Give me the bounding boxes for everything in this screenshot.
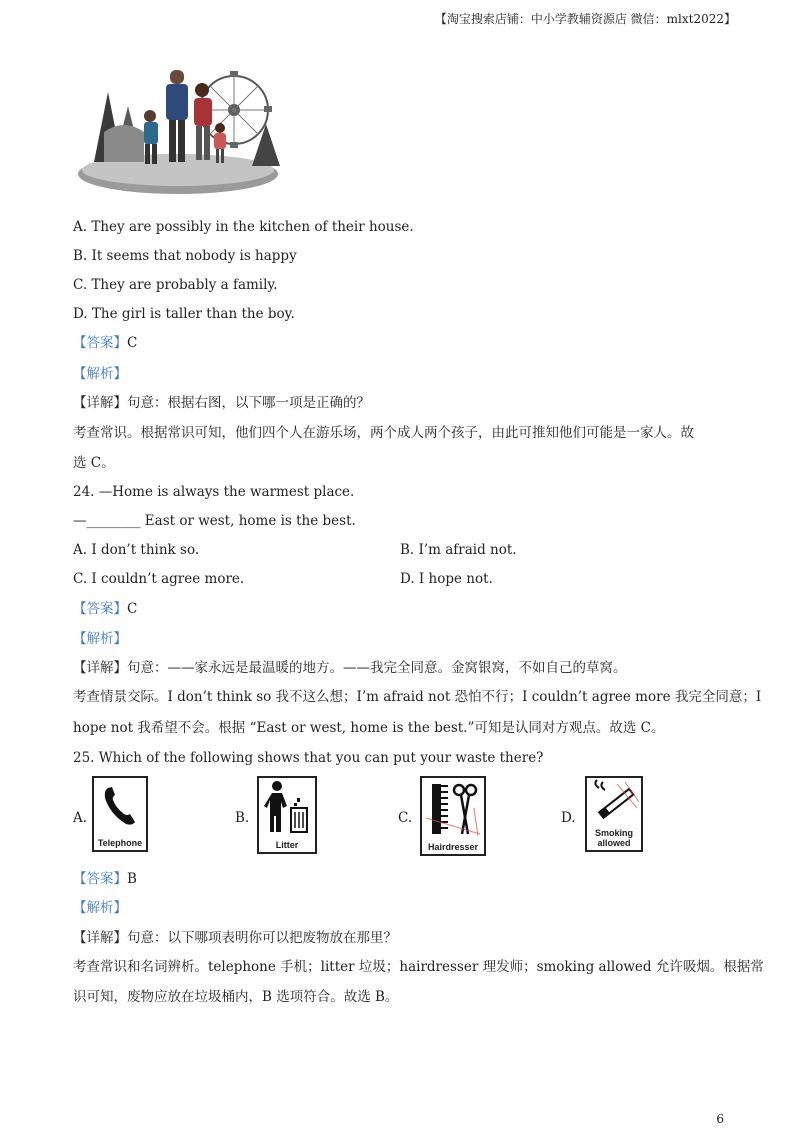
sign-label: Litter (275, 840, 299, 850)
sign-label: Telephone (97, 838, 143, 848)
q23-detail (73, 394, 370, 412)
smoking-allowed-sign (585, 776, 643, 852)
q25-stem: 25. Which of the following shows that you can put your waste there? (73, 750, 544, 766)
page-number: 6 (716, 1112, 724, 1126)
q23-explanation-line-1: 考查常识。根据常识可知，他们四个人在游乐场，两个成人两个孩子，由此可推知他们可能是一家人。故 (73, 425, 694, 441)
detail-text: 句意：——家永远是最温暖的地方。——我完全同意。金窝银窝，不如自己的草窝。 (127, 660, 627, 676)
q23-explanation-line-2: 选 C。 (73, 455, 115, 471)
detail-text: 句意：以下哪项表明你可以把废物放在那里？ (127, 930, 397, 946)
q24-option-c: C. I couldn’t agree more. (73, 571, 245, 587)
option-letter: D. (561, 810, 576, 826)
q24-option-b: B. I’m afraid not. (400, 542, 517, 558)
q24-detail (73, 659, 627, 677)
hairdresser-sign (420, 776, 486, 856)
q24-explanation-line-1: 考查情景交际。I don’t think so 我不这么想；I’m afraid not 恐怕不行；I couldn’t agree more 我完全同意；I (73, 689, 762, 705)
sign-label: Smoking allowed (594, 828, 633, 848)
litter-sign (257, 776, 317, 854)
option-letter: B. (235, 810, 250, 826)
q24-option-d: D. I hope not. (400, 571, 493, 587)
q25-answer (73, 870, 137, 888)
q25-sign-options (73, 776, 713, 858)
q25-explanation-line-2: 识可知，废物应放在垃圾桶内，B 选项符合。故选 B。 (73, 989, 399, 1005)
q23-option-b: B. It seems that nobody is happy (73, 248, 297, 264)
q24-explanation-line-2: hope not 我希望不会。根据 “East or west, home is the best.”可知是认同对方观点。故选 C。 (73, 720, 665, 736)
answer-value: C (127, 601, 138, 617)
answer-label: 【答案】 (73, 871, 127, 887)
telephone-icon (94, 778, 146, 834)
answer-label: 【答案】 (73, 335, 127, 351)
sign-label: Hairdresser (427, 842, 479, 852)
detail-label: 【详解】 (73, 395, 127, 411)
answer-value: B (127, 871, 137, 887)
option-letter: A. (73, 810, 88, 826)
cigarette-icon (587, 778, 641, 824)
q25-detail (73, 929, 397, 947)
q25-explanation-line-1: 考查常识和名词辨析。telephone 手机；litter 垃圾；hairdresser 理发师；smoking allowed 允许吸烟。根据常 (73, 959, 764, 975)
q24-option-a: A. I don’t think so. (73, 542, 200, 558)
q23-option-d: D. The girl is taller than the boy. (73, 306, 295, 322)
q24-stem: 24. —Home is always the warmest place. (73, 484, 355, 500)
litter-bin-icon (259, 778, 315, 836)
detail-text: 句意：根据右图，以下哪一项是正确的？ (127, 395, 370, 411)
telephone-sign (92, 776, 148, 852)
answer-value: C (127, 335, 138, 351)
page-header: 【淘宝搜索店铺：中小学教辅资源店 微信：mlxt2022】 (434, 12, 736, 26)
q23-answer (73, 334, 137, 352)
q23-option-a: A. They are possibly in the kitchen of their house. (73, 219, 414, 235)
detail-label: 【详解】 (73, 660, 127, 676)
answer-label: 【答案】 (73, 601, 127, 617)
q24-analysis-label: 【解析】 (73, 631, 127, 647)
q24-reply: —________ East or west, home is the best. (73, 513, 356, 529)
comb-scissors-icon (422, 778, 484, 840)
q25-analysis-label: 【解析】 (73, 900, 127, 916)
q23-option-c: C. They are probably a family. (73, 277, 278, 293)
family-amusement-park-illustration (74, 62, 282, 198)
q23-analysis-label: 【解析】 (73, 366, 127, 382)
q24-answer (73, 600, 137, 618)
option-letter: C. (398, 810, 413, 826)
detail-label: 【详解】 (73, 930, 127, 946)
